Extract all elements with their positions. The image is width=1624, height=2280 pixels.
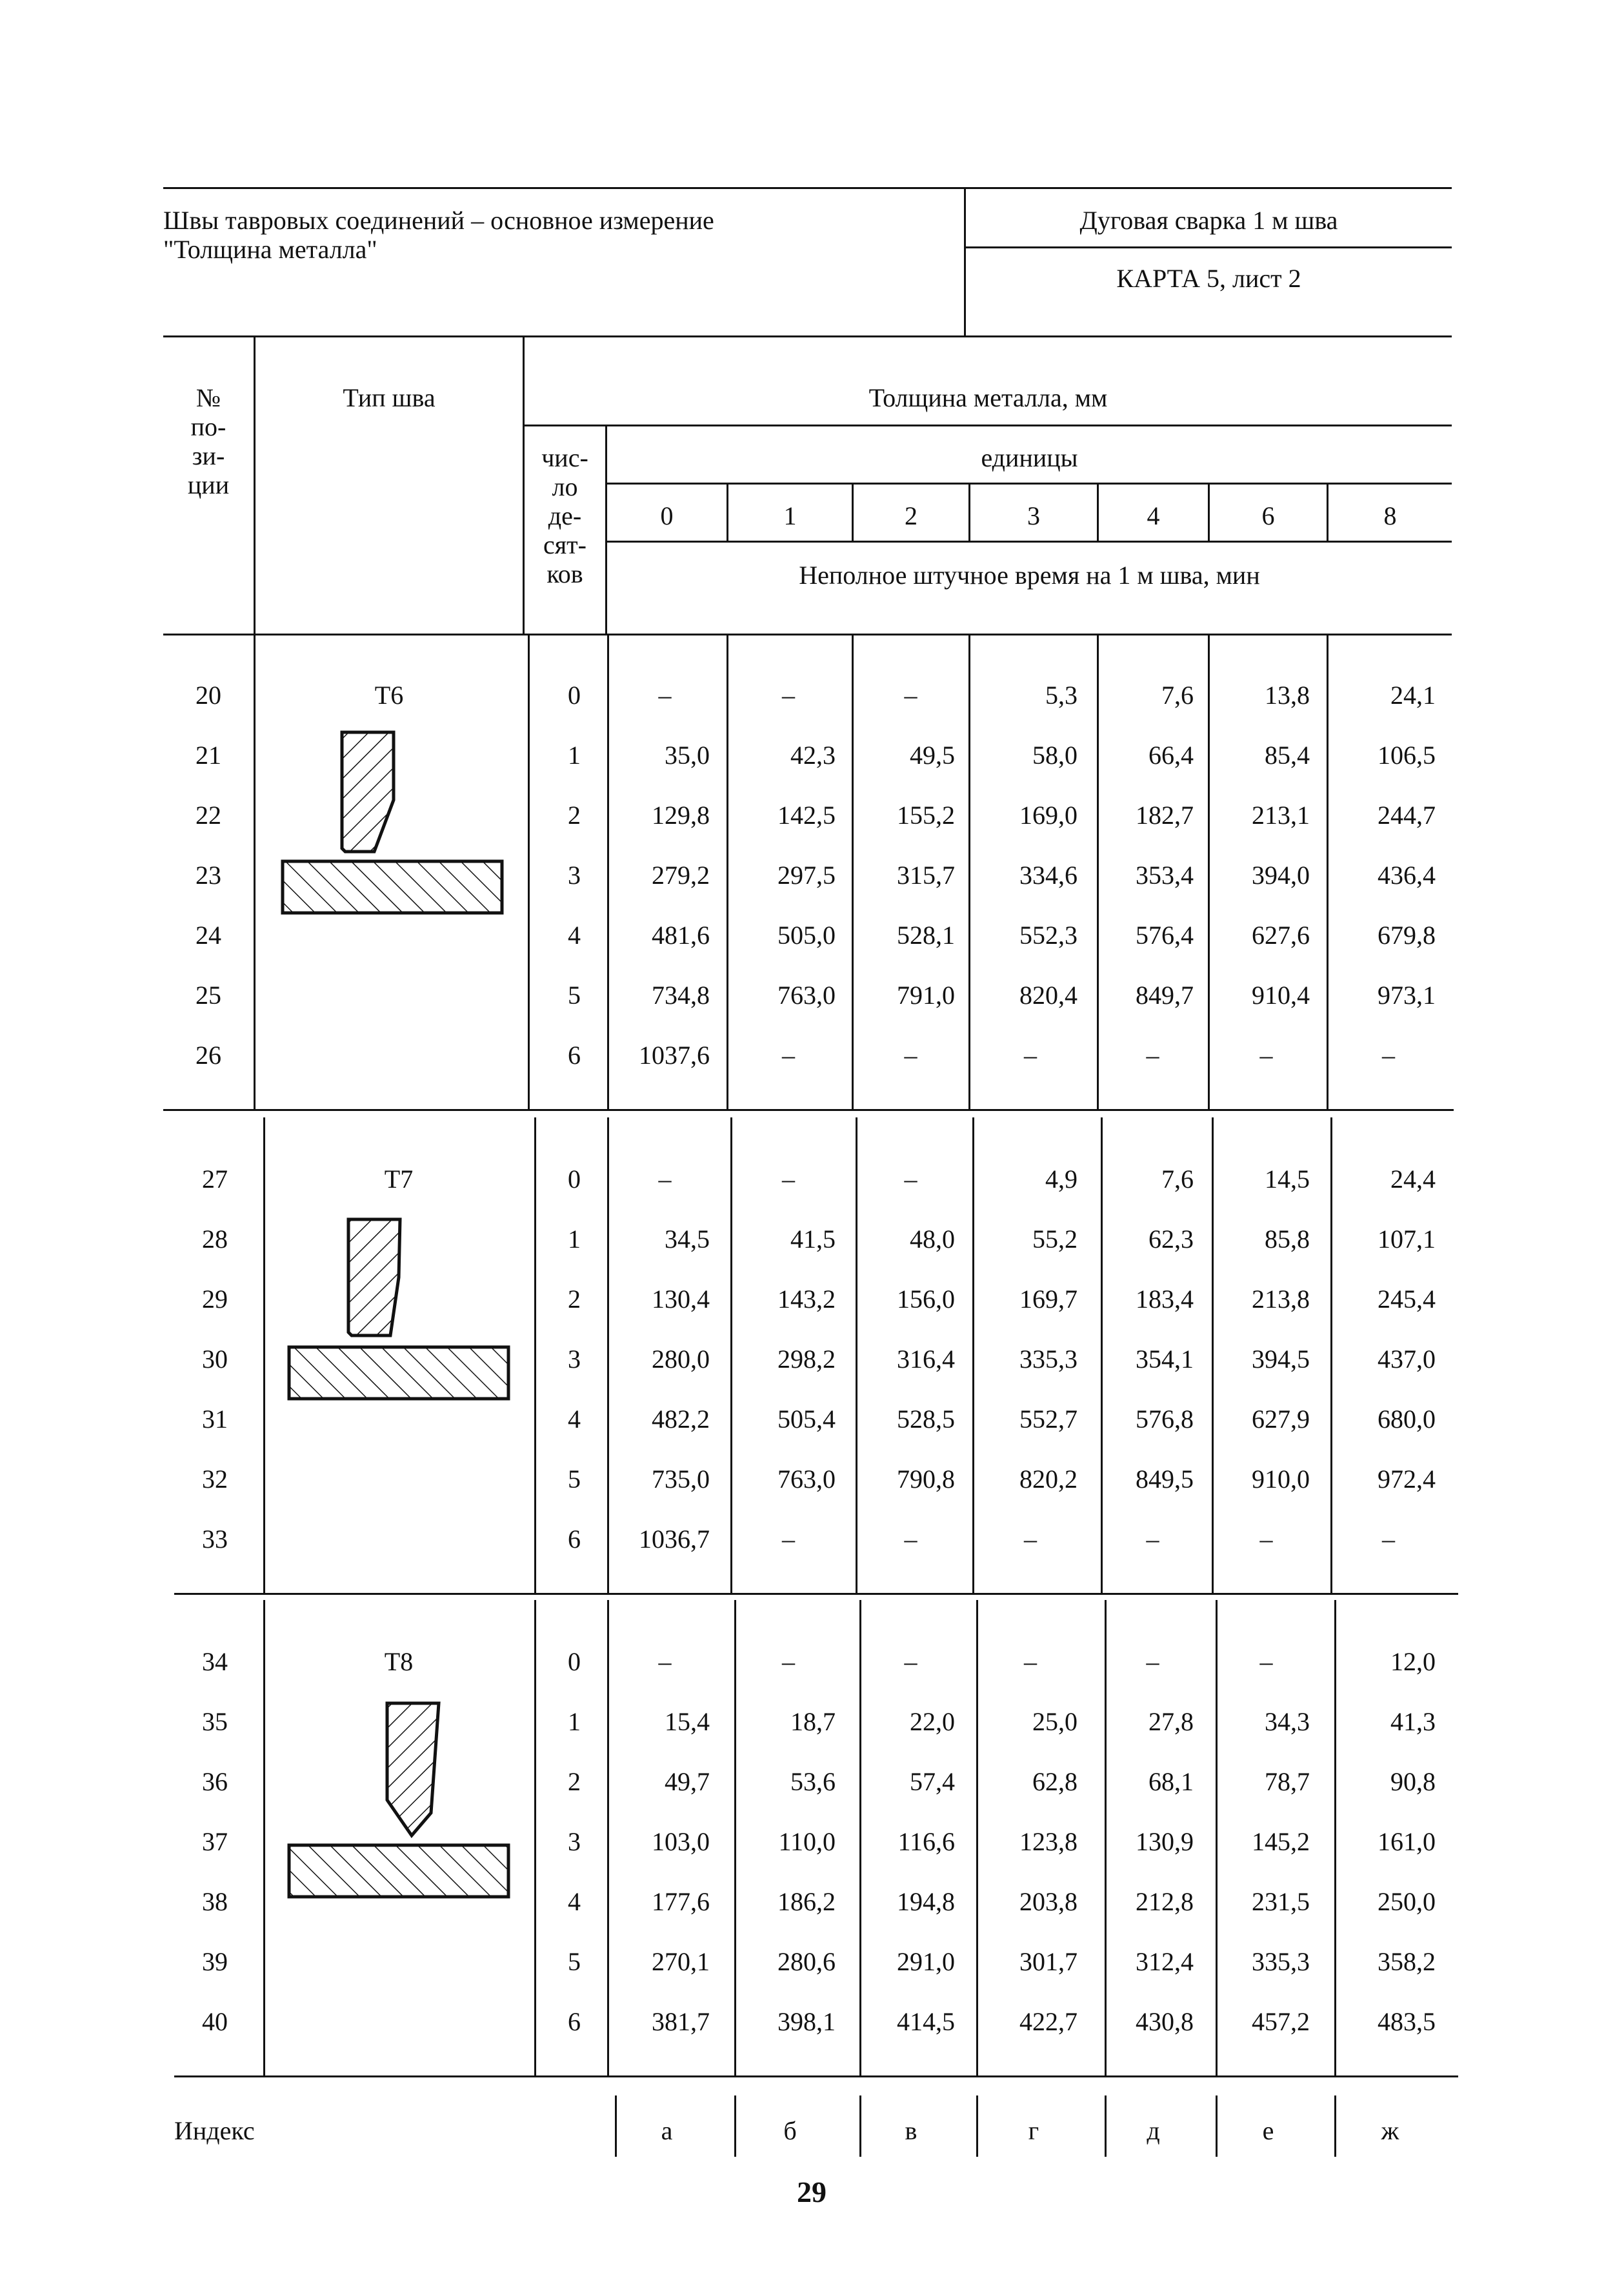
table-cell: – xyxy=(782,1525,795,1554)
table-cell: 231,5 xyxy=(1252,1887,1310,1916)
position-number: 32 xyxy=(202,1465,228,1494)
position-number: 40 xyxy=(202,2007,228,2036)
weld-t6-sketch xyxy=(277,723,510,935)
unit-value-3: 3 xyxy=(1027,501,1040,530)
header-table-bottom-rule xyxy=(163,634,1452,635)
table-cell: – xyxy=(1259,1647,1273,1676)
position-number: 38 xyxy=(202,1887,228,1916)
pos-header-4: ции xyxy=(187,470,230,499)
table-cell: – xyxy=(1146,1041,1159,1070)
table-cell: 85,4 xyxy=(1265,741,1310,770)
table-cell: 34,5 xyxy=(665,1225,710,1254)
tens-number: 1 xyxy=(568,1225,581,1254)
table-cell: 68,1 xyxy=(1148,1767,1194,1796)
position-number: 22 xyxy=(195,801,221,830)
seam-type-label: Т8 xyxy=(384,1647,414,1676)
tens-header-3: де- xyxy=(548,501,582,530)
table-cell: 48,0 xyxy=(910,1225,955,1254)
table-cell: 735,0 xyxy=(652,1465,710,1494)
table-cell: 7,6 xyxy=(1161,1165,1194,1194)
group-col-line-type xyxy=(534,1600,536,2075)
table-cell: 27,8 xyxy=(1148,1707,1194,1736)
tens-header-4: сят- xyxy=(543,530,586,559)
position-number: 27 xyxy=(202,1165,228,1194)
tens-header-2: ло xyxy=(552,472,578,501)
table-cell: – xyxy=(1024,1525,1037,1554)
table-cell: 55,2 xyxy=(1032,1225,1078,1254)
table-cell: 145,2 xyxy=(1252,1827,1310,1856)
position-number: 37 xyxy=(202,1827,228,1856)
table-cell: – xyxy=(1382,1041,1395,1070)
pos-header-2: по- xyxy=(190,412,226,441)
table-cell: 58,0 xyxy=(1032,741,1078,770)
table-cell: 4,9 xyxy=(1045,1165,1078,1194)
tens-number: 2 xyxy=(568,801,581,830)
table-cell: – xyxy=(904,1041,917,1070)
table-cell: 910,4 xyxy=(1252,981,1310,1010)
table-cell: 528,5 xyxy=(897,1405,955,1434)
table-cell: 130,9 xyxy=(1136,1827,1194,1856)
group-col-line-type xyxy=(534,1117,536,1593)
table-cell: – xyxy=(904,681,917,710)
table-cell: 245,4 xyxy=(1378,1285,1436,1314)
position-number: 23 xyxy=(195,861,221,890)
table-cell: 301,7 xyxy=(1019,1947,1078,1976)
table-cell: 161,0 xyxy=(1378,1827,1436,1856)
table-cell: 106,5 xyxy=(1378,741,1436,770)
table-cell: – xyxy=(658,681,672,710)
table-cell: 244,7 xyxy=(1378,801,1436,830)
table-cell: 316,4 xyxy=(897,1345,955,1374)
unit-value-8: 8 xyxy=(1383,501,1397,530)
index-letter-v: в xyxy=(905,2116,917,2145)
tens-number: 5 xyxy=(568,1947,581,1976)
table-cell: 820,4 xyxy=(1019,981,1078,1010)
table-cell: 279,2 xyxy=(652,861,710,890)
table-cell: 107,1 xyxy=(1378,1225,1436,1254)
table-cell: – xyxy=(782,1165,795,1194)
table-cell: 41,5 xyxy=(790,1225,836,1254)
unit-value-2: 2 xyxy=(905,501,917,530)
table-cell: 49,7 xyxy=(665,1767,710,1796)
index-letter-e: е xyxy=(1262,2116,1274,2145)
page-number: 29 xyxy=(797,2175,827,2208)
tens-number: 4 xyxy=(568,1887,581,1916)
table-cell: 13,8 xyxy=(1265,681,1310,710)
table-cell: 528,1 xyxy=(897,921,955,950)
table-cell: – xyxy=(1024,1041,1037,1070)
table-cell: 49,5 xyxy=(910,741,955,770)
table-cell: 354,1 xyxy=(1136,1345,1194,1374)
tens-number: 6 xyxy=(568,1041,581,1070)
table-cell: 280,6 xyxy=(777,1947,836,1976)
table-cell: 85,8 xyxy=(1265,1225,1310,1254)
table-cell: 353,4 xyxy=(1136,861,1194,890)
header-title-line2: "Толщина металла" xyxy=(163,235,377,264)
table-cell: – xyxy=(904,1525,917,1554)
table-cell: 1037,6 xyxy=(639,1041,710,1070)
table-cell: – xyxy=(782,1647,795,1676)
weld-t7-sketch xyxy=(284,1206,516,1419)
tens-number: 1 xyxy=(568,1707,581,1736)
table-cell: 90,8 xyxy=(1390,1767,1436,1796)
header-process: Дуговая сварка 1 м шва xyxy=(1079,206,1338,235)
position-number: 30 xyxy=(202,1345,228,1374)
index-letter-g: г xyxy=(1028,2116,1039,2145)
tens-number: 6 xyxy=(568,1525,581,1554)
table-cell: 482,2 xyxy=(652,1405,710,1434)
pos-header-1: № xyxy=(195,383,221,412)
unit-values-rule xyxy=(607,541,1452,543)
tens-number: 2 xyxy=(568,1285,581,1314)
units-header: единицы xyxy=(981,443,1078,472)
table-cell: 156,0 xyxy=(897,1285,955,1314)
table-cell: 280,0 xyxy=(652,1345,710,1374)
table-cell: 335,3 xyxy=(1252,1947,1310,1976)
unit-value-6: 6 xyxy=(1261,501,1275,530)
table-cell: – xyxy=(1259,1525,1273,1554)
table-cell: – xyxy=(904,1165,917,1194)
table-cell: 270,1 xyxy=(652,1947,710,1976)
tens-number: 1 xyxy=(568,741,581,770)
position-number: 21 xyxy=(195,741,221,770)
table-cell: 130,4 xyxy=(652,1285,710,1314)
seam-type-label: Т6 xyxy=(374,681,404,710)
table-cell: 763,0 xyxy=(777,1465,836,1494)
header-mid-rule xyxy=(966,246,1452,248)
table-cell: 734,8 xyxy=(652,981,710,1010)
tens-header-5: ков xyxy=(546,559,583,588)
header-bottom-rule xyxy=(163,335,1452,337)
tens-number: 5 xyxy=(568,981,581,1010)
position-number: 33 xyxy=(202,1525,228,1554)
table-cell: 62,3 xyxy=(1148,1225,1194,1254)
table-cell: 169,7 xyxy=(1019,1285,1078,1314)
table-cell: – xyxy=(904,1647,917,1676)
table-cell: 791,0 xyxy=(897,981,955,1010)
table-cell: 250,0 xyxy=(1378,1887,1436,1916)
table-cell: 155,2 xyxy=(897,801,955,830)
table-cell: 212,8 xyxy=(1136,1887,1194,1916)
seam-type-label: Т7 xyxy=(384,1165,414,1194)
thickness-header: Толщина металла, мм xyxy=(868,383,1108,412)
tens-number: 6 xyxy=(568,2007,581,2036)
table-cell: 790,8 xyxy=(897,1465,955,1494)
table-cell: 142,5 xyxy=(777,801,836,830)
table-cell: 213,8 xyxy=(1252,1285,1310,1314)
table-cell: 973,1 xyxy=(1378,981,1436,1010)
table-cell: 203,8 xyxy=(1019,1887,1078,1916)
table-cell: 24,4 xyxy=(1390,1165,1436,1194)
position-number: 31 xyxy=(202,1405,228,1434)
table-cell: 820,2 xyxy=(1019,1465,1078,1494)
table-cell: 177,6 xyxy=(652,1887,710,1916)
header-card: КАРТА 5, лист 2 xyxy=(1116,264,1301,293)
table-cell: 679,8 xyxy=(1378,921,1436,950)
table-cell: 315,7 xyxy=(897,861,955,890)
table-cell: 41,3 xyxy=(1390,1707,1436,1736)
index-label: Индекс xyxy=(174,2116,255,2145)
table-cell: 576,4 xyxy=(1136,921,1194,950)
unit-value-0: 0 xyxy=(660,501,674,530)
table-cell: 394,0 xyxy=(1252,861,1310,890)
table-cell: 298,2 xyxy=(777,1345,836,1374)
table-cell: 123,8 xyxy=(1019,1827,1078,1856)
table-cell: 18,7 xyxy=(790,1707,836,1736)
table-cell: 436,4 xyxy=(1378,861,1436,890)
table-cell: 398,1 xyxy=(777,2007,836,2036)
table-cell: 53,6 xyxy=(790,1767,836,1796)
table-cell: 129,8 xyxy=(652,801,710,830)
table-cell: 14,5 xyxy=(1265,1165,1310,1194)
table-cell: 430,8 xyxy=(1136,2007,1194,2036)
table-cell: 505,0 xyxy=(777,921,836,950)
table-cell: – xyxy=(658,1165,672,1194)
tens-number: 0 xyxy=(568,681,581,710)
index-letter-d: д xyxy=(1147,2116,1160,2145)
tens-number: 4 xyxy=(568,921,581,950)
table-cell: 297,5 xyxy=(777,861,836,890)
table-cell: 1036,7 xyxy=(639,1525,710,1554)
table-cell: 394,5 xyxy=(1252,1345,1310,1374)
position-number: 29 xyxy=(202,1285,228,1314)
table-cell: 103,0 xyxy=(652,1827,710,1856)
header-top-rule xyxy=(163,187,1452,189)
table-cell: 169,0 xyxy=(1019,801,1078,830)
table-cell: 627,6 xyxy=(1252,921,1310,950)
table-cell: 457,2 xyxy=(1252,2007,1310,2036)
table-cell: 680,0 xyxy=(1378,1405,1436,1434)
table-cell: 5,3 xyxy=(1045,681,1078,710)
table-cell: 414,5 xyxy=(897,2007,955,2036)
table-cell: 182,7 xyxy=(1136,801,1194,830)
table-cell: 66,4 xyxy=(1148,741,1194,770)
table-cell: 25,0 xyxy=(1032,1707,1078,1736)
table-cell: 552,3 xyxy=(1019,921,1078,950)
time-label: Неполное штучное время на 1 м шва, мин xyxy=(799,561,1260,590)
pos-header-3: зи- xyxy=(192,441,225,470)
table-cell: 78,7 xyxy=(1265,1767,1310,1796)
table-cell: 22,0 xyxy=(910,1707,955,1736)
table-cell: – xyxy=(782,1041,795,1070)
tens-header-1: чис- xyxy=(541,443,588,472)
table-cell: 24,1 xyxy=(1390,681,1436,710)
tens-number: 5 xyxy=(568,1465,581,1494)
table-cell: 334,6 xyxy=(1019,861,1078,890)
table-cell: 35,0 xyxy=(665,741,710,770)
unit-value-4: 4 xyxy=(1147,501,1160,530)
position-number: 39 xyxy=(202,1947,228,1976)
table-cell: 312,4 xyxy=(1136,1947,1194,1976)
position-number: 24 xyxy=(195,921,221,950)
position-number: 28 xyxy=(202,1225,228,1254)
unit-value-1: 1 xyxy=(783,501,797,530)
weld-t8-sketch xyxy=(284,1690,516,1903)
table-cell: 481,6 xyxy=(652,921,710,950)
position-number: 36 xyxy=(202,1767,228,1796)
table-cell: 849,7 xyxy=(1136,981,1194,1010)
position-number: 26 xyxy=(195,1041,221,1070)
table-cell: – xyxy=(1146,1647,1159,1676)
table-cell: 34,3 xyxy=(1265,1707,1310,1736)
table-cell: 7,6 xyxy=(1161,681,1194,710)
tens-number: 0 xyxy=(568,1165,581,1194)
position-number: 35 xyxy=(202,1707,228,1736)
table-cell: 335,3 xyxy=(1019,1345,1078,1374)
group-col-line-type xyxy=(528,634,530,1109)
table-cell: 183,4 xyxy=(1136,1285,1194,1314)
tens-number: 3 xyxy=(568,861,581,890)
table-cell: 110,0 xyxy=(778,1827,836,1856)
index-letter-a: а xyxy=(661,2116,673,2145)
table-cell: 42,3 xyxy=(790,741,836,770)
table-cell: 763,0 xyxy=(777,981,836,1010)
tens-number: 4 xyxy=(568,1405,581,1434)
table-cell: 483,5 xyxy=(1378,2007,1436,2036)
table-cell: 381,7 xyxy=(652,2007,710,2036)
table-cell: 910,0 xyxy=(1252,1465,1310,1494)
position-number: 20 xyxy=(195,681,221,710)
table-cell: – xyxy=(1382,1525,1395,1554)
tens-number: 3 xyxy=(568,1345,581,1374)
table-cell: 143,2 xyxy=(777,1285,836,1314)
table-cell: 15,4 xyxy=(665,1707,710,1736)
table-cell: 194,8 xyxy=(897,1887,955,1916)
table-cell: 849,5 xyxy=(1136,1465,1194,1494)
table-cell: 358,2 xyxy=(1378,1947,1436,1976)
table-cell: 213,1 xyxy=(1252,801,1310,830)
col-line-pos xyxy=(254,335,256,635)
table-cell: 116,6 xyxy=(897,1827,955,1856)
tens-number: 3 xyxy=(568,1827,581,1856)
table-cell: 57,4 xyxy=(910,1767,955,1796)
group-bottom-rule xyxy=(163,1109,1454,1111)
table-cell: – xyxy=(1146,1525,1159,1554)
group-bottom-rule xyxy=(174,2075,1458,2077)
position-number: 34 xyxy=(202,1647,228,1676)
table-cell: 291,0 xyxy=(897,1947,955,1976)
index-letter-b: б xyxy=(783,2116,797,2145)
position-number: 25 xyxy=(195,981,221,1010)
table-cell: – xyxy=(658,1647,672,1676)
table-cell: – xyxy=(782,681,795,710)
table-cell: 552,7 xyxy=(1019,1405,1078,1434)
table-cell: 505,4 xyxy=(777,1405,836,1434)
table-cell: 12,0 xyxy=(1390,1647,1436,1676)
table-cell: 972,4 xyxy=(1378,1465,1436,1494)
thickness-rule xyxy=(525,425,1452,426)
header-title-line1: Швы тавровых соединений – основное измерение xyxy=(163,206,714,235)
table-cell: 627,9 xyxy=(1252,1405,1310,1434)
table-cell: 437,0 xyxy=(1378,1345,1436,1374)
seam-type-header: Тип шва xyxy=(343,383,436,412)
group-bottom-rule xyxy=(174,1593,1458,1595)
table-cell: 186,2 xyxy=(777,1887,836,1916)
tens-number: 0 xyxy=(568,1647,581,1676)
index-letter-zh: ж xyxy=(1381,2116,1399,2145)
table-cell: 422,7 xyxy=(1019,2007,1078,2036)
table-cell: 576,8 xyxy=(1136,1405,1194,1434)
units-rule xyxy=(607,483,1452,485)
tens-number: 2 xyxy=(568,1767,581,1796)
table-cell: – xyxy=(1024,1647,1037,1676)
table-cell: 62,8 xyxy=(1032,1767,1078,1796)
table-cell: – xyxy=(1259,1041,1273,1070)
